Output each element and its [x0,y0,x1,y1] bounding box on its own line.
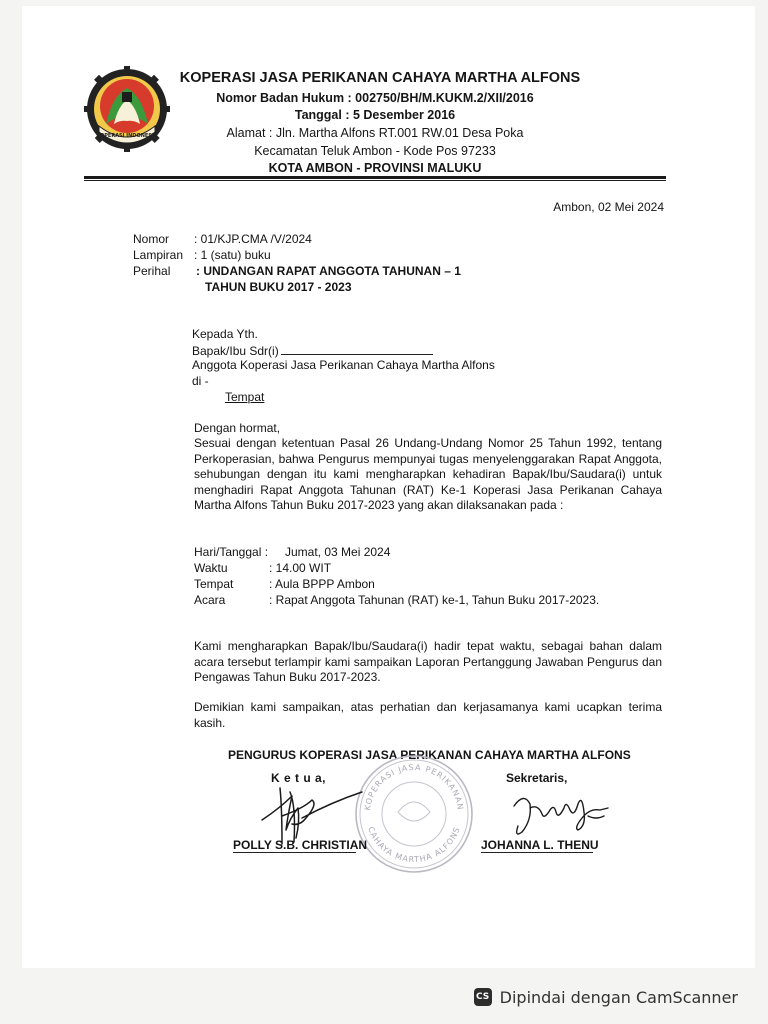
nomor-value: : 01/KJP.CMA /V/2024 [194,232,312,246]
sekretaris-title: Sekretaris, [506,771,568,785]
paragraph-1: Sesuai dengan ketentuan Pasal 26 Undang-Undang Nomor 25 Tahun 1992, tentang Perkoperasian, bahwa Pengurus mempunyai tugas menyelenggarakan Rapat Anggota, sehubungan dengan itu kami mengharapkan kehadiran Bapak/Ibu/Saudara(i) untuk menghadiri Rapat Anggota Tahunan (RAT) Ke-1 Koperasi Jasa Perikanan Cahaya Martha Alfons Tahun Buku 2017-2023 yang akan dilaksanakan pada : [194,436,662,513]
recipient-line5: Tempat [225,390,265,404]
recipient-line2-row [192,343,433,359]
lampiran-label: Lampiran [133,248,184,262]
recipient-line3: Anggota Koperasi Jasa Perikanan Cahaya Martha Alfons [192,358,495,372]
place-date: Ambon, 02 Mei 2024 [553,200,664,214]
detail-label-0: Hari/Tanggal : [194,545,269,559]
org-name: KOPERASI JASA PERIKANAN CAHAYA MARTHA ALFONS [179,70,581,86]
recipient-name-blank [281,343,433,355]
official-stamp [352,752,476,876]
lampiran-value: : 1 (satu) buku [194,248,271,262]
ketua-name-underline [233,852,356,853]
svg-text:CAHAYA MARTHA ALFONS [366,825,462,864]
recipient-line1: Kepada Yth. [192,327,258,341]
detail-label-3: Acara [194,593,226,607]
svg-text:KOPERASI JASA PERIKANAN [363,763,465,811]
detail-label-1: Waktu [194,561,228,575]
letterhead-rule-thin [84,180,666,181]
camscanner-icon: CS [474,988,492,1006]
sekretaris-name: JOHANNA L. THENU [481,838,599,852]
logo-lettering: KOPERASI INDONESIA [96,133,158,139]
recipient-line2: Bapak/Ibu Sdr(i) [192,344,279,358]
recipient-line4: di - [192,374,209,388]
address-line2: Kecamatan Teluk Ambon - Kode Pos 97233 [254,144,496,158]
detail-value-1: : 14.00 WIT [269,561,332,575]
detail-value-3: : Rapat Anggota Tahunan (RAT) ke-1, Tahun Buku 2017-2023. [269,593,600,607]
stamp-text-top: KOPERASI JASA PERIKANAN [363,762,465,812]
detail-value-2: : Aula BPPP Ambon [269,577,375,591]
greeting: Dengan hormat, [194,421,281,435]
ketua-title: K e t u a, [271,771,327,785]
detail-label-2: Tempat [194,577,234,591]
address-line1: Alamat : Jln. Martha Alfons RT.001 RW.01 Desa Poka [226,126,524,140]
paragraph-2: Kami mengharapkan Bapak/Ibu/Saudara(i) hadir tepat waktu, sebagai bahan dalam acara tersebut terlampir kami sampaikan Laporan Pertanggung Jawaban Pengurus dan Pengawas Tahun Buku 2017-2023. [194,639,662,685]
legal-date: Tanggal : 5 Desember 2016 [294,108,456,122]
ketua-name: POLLY S.B. CHRISTIAN [233,838,368,852]
legal-number: Nomor Badan Hukum : 002750/BH/M.KUKM.2/XII/2016 [216,91,534,105]
detail-value-0: Jumat, 03 Mei 2024 [285,545,391,559]
perihal-value-line1: : UNDANGAN RAPAT ANGGOTA TAHUNAN – 1 [196,264,461,278]
perihal-label: Perihal [133,264,171,278]
camscanner-label: Dipindai dengan CamScanner [499,987,738,1007]
sekretaris-name-underline [481,852,593,853]
signature-heading: PENGURUS KOPERASI JASA PERIKANAN CAHAYA MARTHA ALFONS [228,748,631,762]
city-province: KOTA AMBON - PROVINSI MALUKU [268,161,482,175]
nomor-label: Nomor [133,232,170,246]
paragraph-3: Demikian kami sampaikan, atas perhatian dan kerjasamanya kami ucapkan terima kasih. [194,700,662,730]
sekretaris-signature [504,786,614,841]
stamp-text-bottom: CAHAYA MARTHA ALFONS [366,825,462,865]
camscanner-footer [474,986,738,1008]
letterhead-rule-thick [84,176,666,179]
perihal-value-line2: TAHUN BUKU 2017 - 2023 [205,280,352,294]
